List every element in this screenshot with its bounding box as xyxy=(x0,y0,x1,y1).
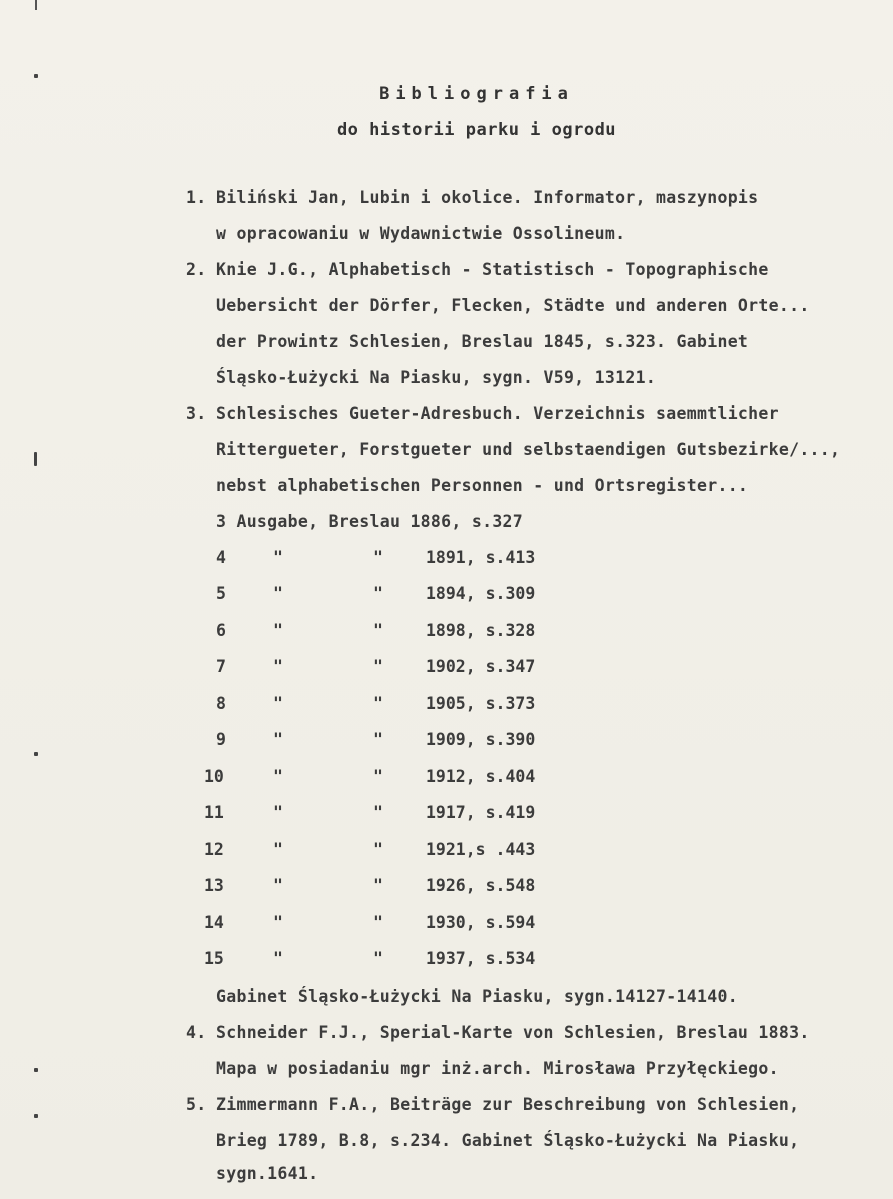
ditto-mark: " xyxy=(373,949,383,968)
ditto-mark: " xyxy=(273,584,283,603)
edition-row xyxy=(204,767,804,787)
ditto-mark: " xyxy=(273,694,283,713)
entry-line: Schlesisches Gueter-Adresbuch. Verzeichnis saemmtlicher xyxy=(216,404,779,423)
edition-year-page: 1905, s.373 xyxy=(426,694,536,713)
ditto-mark: " xyxy=(273,730,283,749)
ditto-mark: " xyxy=(373,621,383,640)
entry-number: 3. xyxy=(186,404,207,423)
ditto-mark: " xyxy=(273,767,283,786)
edition-row xyxy=(204,876,804,896)
ditto-mark: " xyxy=(273,803,283,822)
entry-line: Zimmermann F.A., Beiträge zur Beschreibung von Schlesien, xyxy=(216,1095,800,1114)
ditto-mark: " xyxy=(273,913,283,932)
edition-year-page: 1891, s.413 xyxy=(426,548,536,567)
entry-line: Schneider F.J., Sperial-Karte von Schlesien, Breslau 1883. xyxy=(216,1023,810,1042)
edition-number: 7 xyxy=(216,657,226,676)
ditto-mark: " xyxy=(373,657,383,676)
entry-number: 4. xyxy=(186,1023,207,1042)
ditto-mark: " xyxy=(373,840,383,859)
edition-row xyxy=(216,730,816,750)
ditto-mark: " xyxy=(373,730,383,749)
entry-line: Brieg 1789, B.8, s.234. Gabinet Śląsko-Łużycki Na Piasku, xyxy=(216,1131,800,1150)
ditto-mark: " xyxy=(373,584,383,603)
edition-number: 4 xyxy=(216,548,226,567)
ditto-mark: " xyxy=(273,548,283,567)
entry-line: Knie J.G., Alphabetisch - Statistisch - Topographische xyxy=(216,260,769,279)
ditto-mark: " xyxy=(273,657,283,676)
edition-row xyxy=(204,913,804,933)
entry-line: Śląsko-Łużycki Na Piasku, sygn. V59, 13121. xyxy=(216,368,657,387)
edition-row xyxy=(216,584,816,604)
ditto-mark: " xyxy=(373,913,383,932)
edition-year-page: 1912, s.404 xyxy=(426,767,536,786)
edition-year-page: 1937, s.534 xyxy=(426,949,536,968)
page-subtitle: do historii parku i ogrodu xyxy=(336,120,617,140)
edition-row xyxy=(204,840,804,860)
edition-row xyxy=(204,803,804,823)
edition-year-page: 1926, s.548 xyxy=(426,876,536,895)
edition-row xyxy=(216,657,816,677)
edition-year-page: 1898, s.328 xyxy=(426,621,536,640)
ditto-mark: " xyxy=(373,548,383,567)
ditto-mark: " xyxy=(373,876,383,895)
edition-year-page: 1902, s.347 xyxy=(426,657,536,676)
entry-line: Biliński Jan, Lubin i okolice. Informator, maszynopis xyxy=(216,188,759,207)
ditto-mark: " xyxy=(373,803,383,822)
edition-number: 14 xyxy=(204,913,224,932)
margin-dot xyxy=(34,452,37,466)
ditto-mark: " xyxy=(273,840,283,859)
edition-year-page: 1921,s .443 xyxy=(426,840,536,859)
edition-number: 11 xyxy=(204,803,224,822)
entry-line: Uebersicht der Dörfer, Flecken, Städte und anderen Orte... xyxy=(216,296,810,315)
edition-row xyxy=(216,548,816,568)
entry-line: sygn.1641. xyxy=(216,1164,319,1183)
entry-line: nebst alphabetischen Personnen - und Ortsregister... xyxy=(216,476,749,495)
ditto-mark: " xyxy=(273,949,283,968)
margin-dot xyxy=(34,752,38,756)
edition-row xyxy=(216,621,816,641)
edition-number: 8 xyxy=(216,694,226,713)
entry-line: Rittergueter, Forstgueter und selbstaendigen Gutsbezirke/..., xyxy=(216,440,841,459)
edition-row xyxy=(216,694,816,714)
edition-number: 10 xyxy=(204,767,224,786)
ditto-mark: " xyxy=(273,876,283,895)
edition-year-page: 1917, s.419 xyxy=(426,803,536,822)
ditto-mark: " xyxy=(373,767,383,786)
edition-number: 6 xyxy=(216,621,226,640)
ditto-mark: " xyxy=(273,621,283,640)
edition-number: 5 xyxy=(216,584,226,603)
entry-line: Mapa w posiadaniu mgr inż.arch. Mirosława Przyłęckiego. xyxy=(216,1059,779,1078)
page-title: Bibliografia xyxy=(379,84,574,104)
entry-line: der Prowintz Schlesien, Breslau 1845, s.323. Gabinet xyxy=(216,332,749,351)
margin-dot xyxy=(34,1068,38,1072)
edition-number: 9 xyxy=(216,730,226,749)
edition-year-page: 1930, s.594 xyxy=(426,913,536,932)
ditto-mark: " xyxy=(373,694,383,713)
edition-number: 13 xyxy=(204,876,224,895)
margin-dot xyxy=(34,1114,38,1118)
entry-closing-line: Gabinet Śląsko-Łużycki Na Piasku, sygn.14127-14140. xyxy=(216,987,738,1006)
entry-number: 2. xyxy=(186,260,207,279)
page-edge-mark xyxy=(35,0,37,10)
entry-number: 5. xyxy=(186,1095,207,1114)
edition-number: 15 xyxy=(204,949,224,968)
edition-year-page: 1894, s.309 xyxy=(426,584,536,603)
entry-line: w opracowaniu w Wydawnictwie Ossolineum. xyxy=(216,224,626,243)
entry-number: 1. xyxy=(186,188,207,207)
margin-dot xyxy=(34,74,38,78)
edition-number: 12 xyxy=(204,840,224,859)
entry-line: 3 Ausgabe, Breslau 1886, s.327 xyxy=(216,512,524,531)
edition-row xyxy=(204,949,804,969)
edition-year-page: 1909, s.390 xyxy=(426,730,536,749)
